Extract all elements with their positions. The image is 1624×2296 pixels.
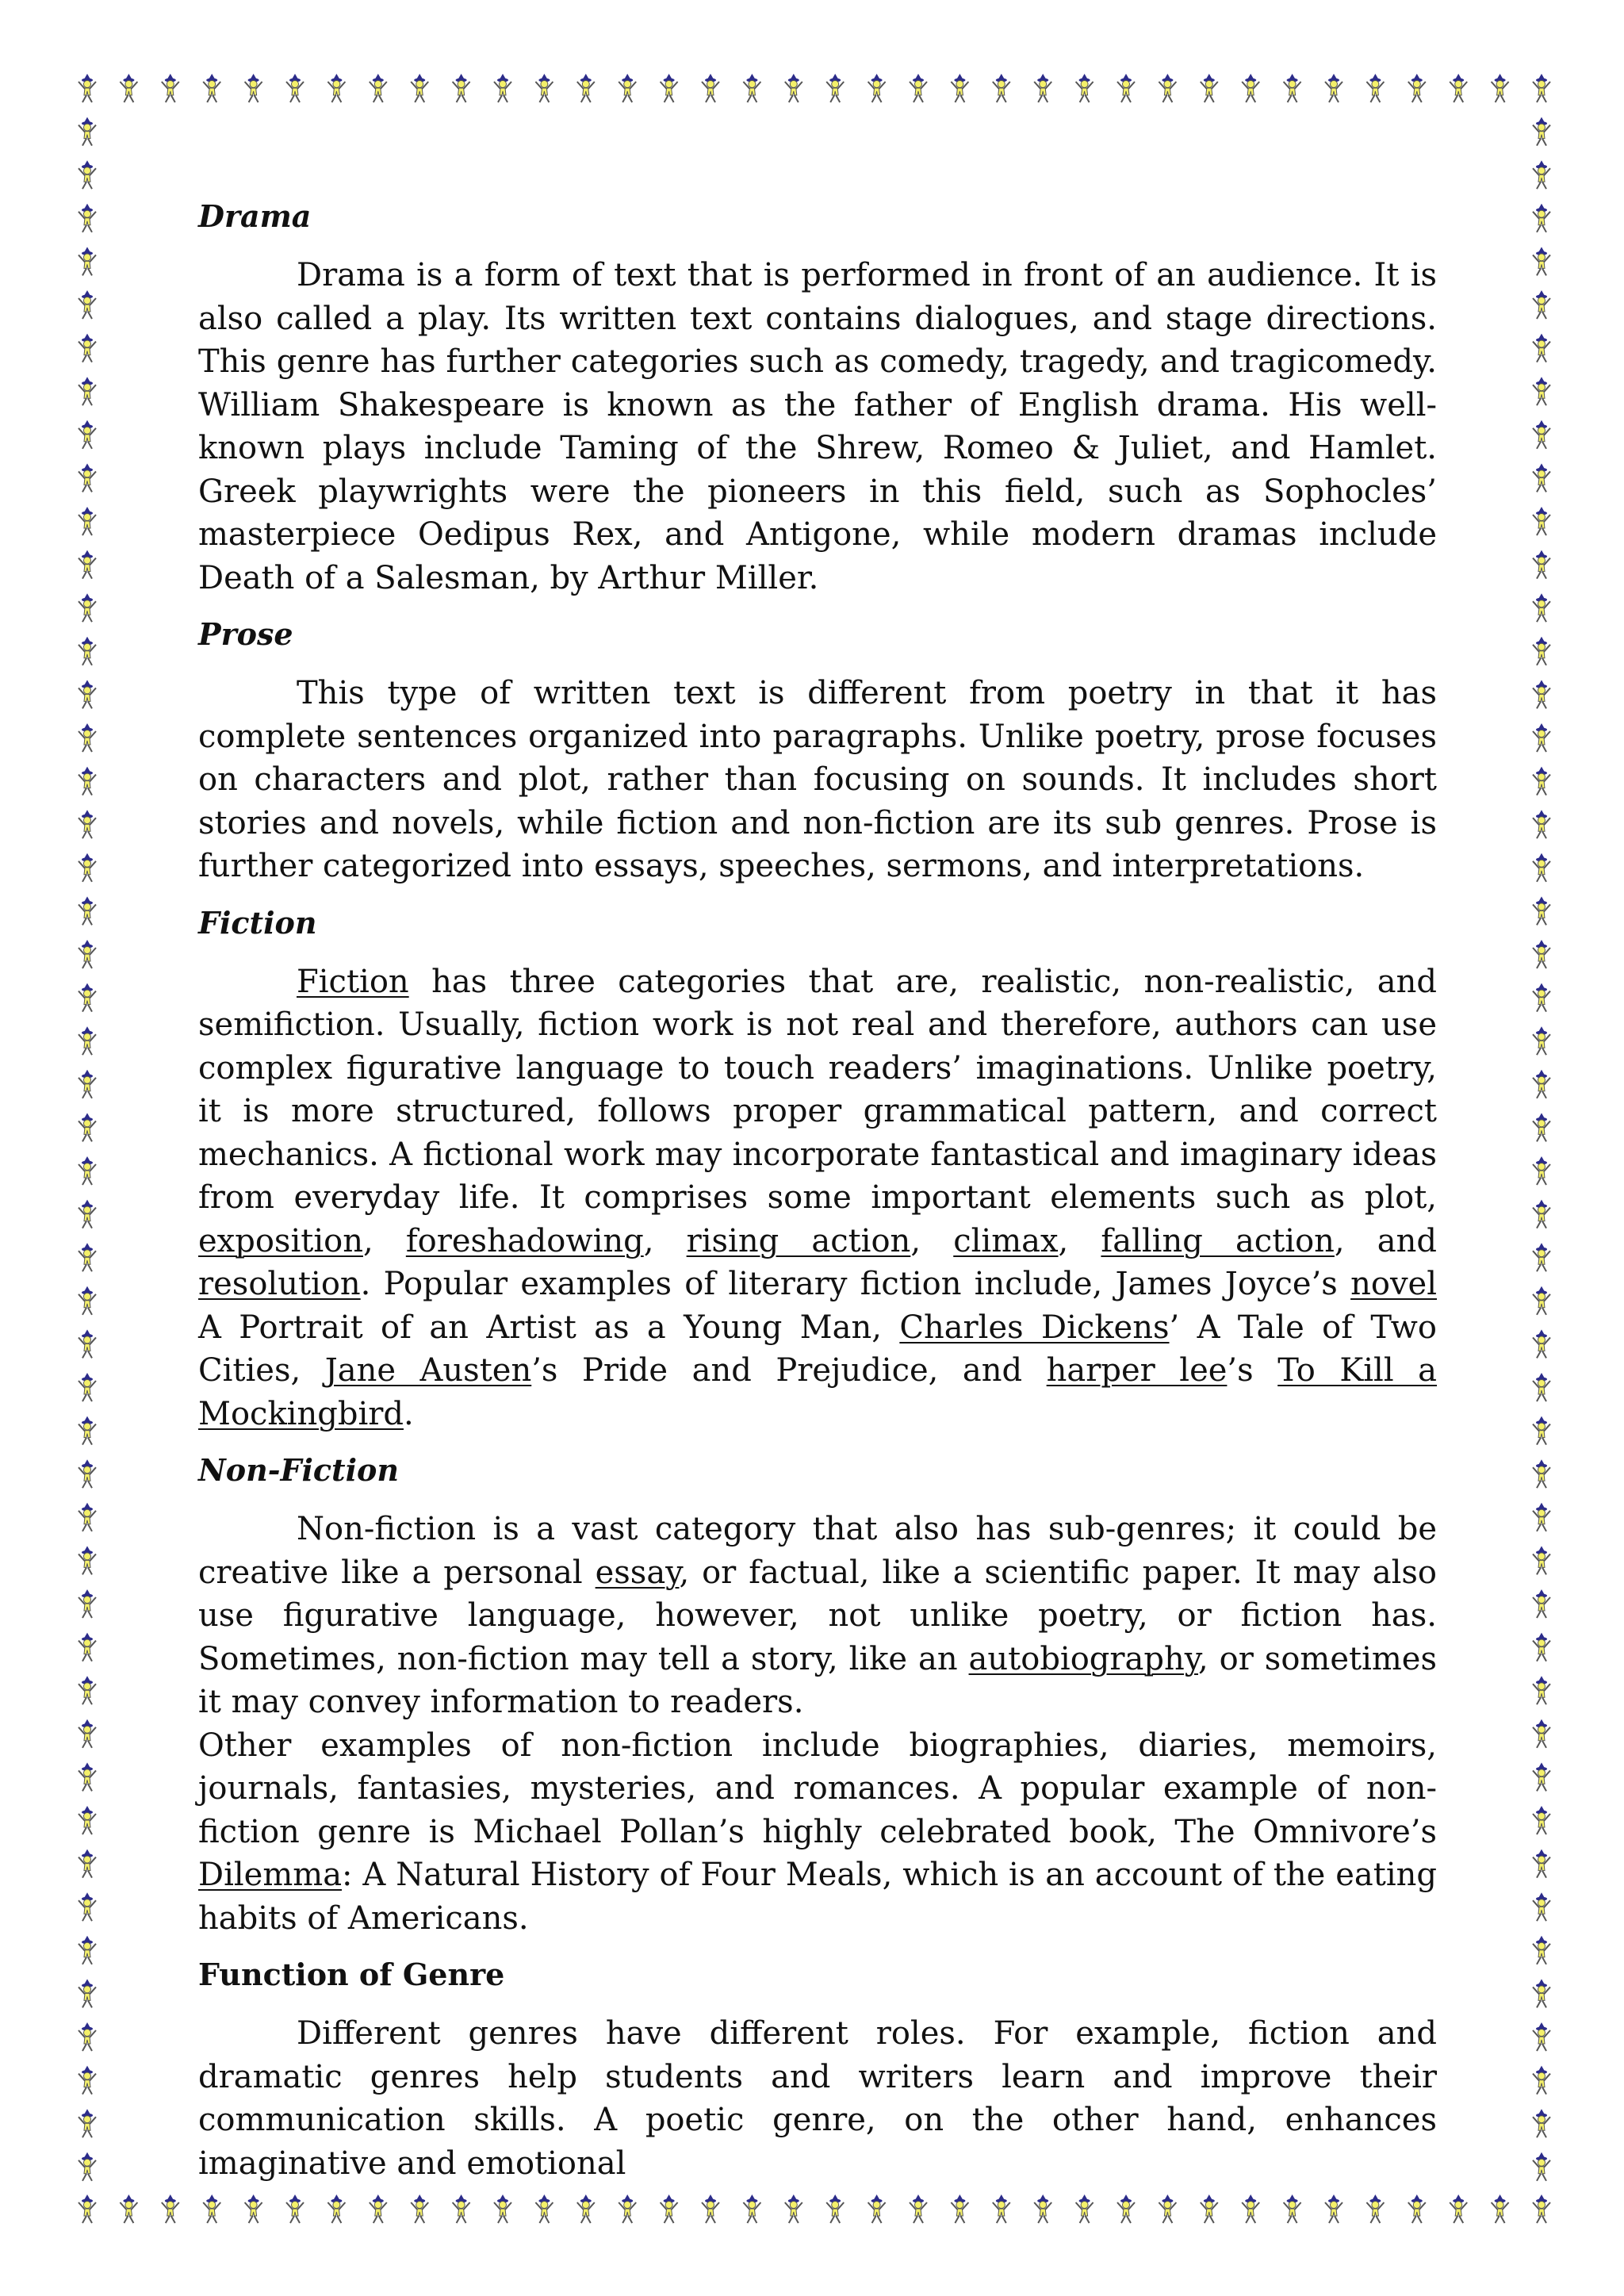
border-figure-icon [1492,74,1509,102]
border-figure-icon [1201,74,1218,102]
text-run: has three categories that are, realistic, non-realistic, and semifiction. Usually, fiction work is not real and therefore, authors can use complex figurative language to touch readers’ imaginations. Unlike poetry, it is more structured, follows proper grammatical pattern, and correct mechanics. A fictional work may incorporate fantastical and imaginary ideas from everyday life. It comprises some important elements such as plot, [198,963,1437,1216]
border-figure-icon [1533,2152,1550,2181]
border-figure-icon [245,2194,262,2223]
paragraph-non-fiction [198,1508,1437,1724]
link-essay[interactable]: essay [595,1554,680,1591]
border-figure-icon [79,1719,96,1748]
border-figure-icon [79,247,96,275]
border-figure-icon [79,334,96,362]
border-figure-icon [286,74,304,102]
border-figure-icon [868,74,886,102]
border-figure-icon [1533,1026,1550,1055]
border-figure-icon [619,2194,636,2223]
border-figure-icon [1533,1286,1550,1315]
text-run: ’s Pride and Prejudice, and [531,1352,1047,1389]
border-figure-icon [79,680,96,708]
border-figure-icon [79,1849,96,1878]
text-run: ’s [1227,1352,1278,1389]
link-novel[interactable]: novel [1350,1266,1437,1302]
text-run: . [403,1395,414,1432]
border-figure-icon [1533,1849,1550,1878]
border-figure-icon [577,74,595,102]
border-figure-icon [79,204,96,232]
border-figure-icon [1533,1979,1550,2007]
border-figure-icon [79,377,96,405]
border-figure-icon [79,1892,96,1921]
border-figure-icon [1533,334,1550,362]
border-figure-icon [1533,1200,1550,1228]
border-figure-icon [1533,1156,1550,1185]
border-figure-icon [1450,2194,1467,2223]
border-figure-icon [494,74,511,102]
border-figure-icon [79,2022,96,2051]
border-figure-icon [1533,1373,1550,1401]
border-figure-icon [79,853,96,882]
text-run: : A Natural History of Four Meals, which is an account of the eating habits of Americans. [198,1857,1437,1937]
border-figure-icon [1492,2194,1509,2223]
border-figure-icon [79,74,96,102]
border-figure-icon [79,1286,96,1315]
border-figure-icon [494,2194,511,2223]
border-figure-icon [785,74,802,102]
border-figure-icon [1533,204,1550,232]
border-figure-icon [79,637,96,665]
border-figure-icon [1533,463,1550,492]
border-figure-icon [1533,2109,1550,2137]
border-figure-icon [1034,2194,1051,2223]
border-figure-icon [327,2194,345,2223]
border-figure-icon [79,1243,96,1271]
link-resolution[interactable]: resolution [198,1266,361,1302]
border-figure-icon [535,74,553,102]
text-run: , [362,1222,406,1259]
border-figure-icon [1076,2194,1094,2223]
border-figure-icon [1533,160,1550,189]
border-figure-icon [1533,940,1550,968]
text-run: , [1058,1222,1101,1259]
link-dilemma[interactable]: Dilemma [198,1857,343,1893]
border-figure-icon [79,1113,96,1141]
text-run: , [643,1222,687,1259]
border-figure-icon [1533,637,1550,665]
border-figure-icon [245,74,262,102]
border-figure-icon [702,74,719,102]
border-figure-icon [79,940,96,968]
border-figure-icon [79,1329,96,1358]
link-fiction[interactable]: Fiction [297,963,409,1000]
border-figure-icon [1533,2022,1550,2051]
border-figure-icon [826,74,844,102]
border-figure-icon [1533,1633,1550,1662]
border-figure-icon [79,1156,96,1185]
border-figure-icon [79,810,96,838]
border-figure-icon [535,2194,553,2223]
border-figure-icon [411,2194,428,2223]
border-figure-icon [79,2066,96,2095]
border-figure-icon [702,2194,719,2223]
border-figure-icon [785,2194,802,2223]
border-figure-icon [162,74,179,102]
border-figure-icon [1533,247,1550,275]
border-figure-icon [79,1633,96,1662]
border-figure-icon [79,1546,96,1574]
heading-drama: Drama [198,198,312,234]
border-figure-icon [79,507,96,535]
border-figure-icon [79,1979,96,2007]
border-figure-icon [1242,74,1259,102]
heading-non-fiction: Non-Fiction [198,1452,399,1488]
border-figure-icon [1533,1762,1550,1791]
border-figure-icon [1533,1113,1550,1141]
border-figure-icon [1533,1459,1550,1488]
paragraph-prose: This type of written text is different from poetry in that it has complete sentences organized into paragraphs. Unlike poetry, prose focuses on characters and plot, rather than focusing on sounds. It includes short stories and novels, while fiction and non-fiction are its sub genres. Prose is further categorized into essays, speeches, sermons, and interpretations. [198,675,1437,884]
border-figure-icon [826,2194,844,2223]
border-figure-icon [1533,723,1550,752]
border-figure-icon [1533,74,1550,102]
border-figure-icon [1533,1806,1550,1834]
border-figure-icon [1533,377,1550,405]
paragraph-drama: Drama is a form of text that is performed in front of an audience. It is also called a play. Its written text contains dialogues, and stage directions. This genre has further categories such as comedy, tragedy, and tragicomedy. William Shakespeare is known as the father of English drama. His well-known plays include Taming of the Shrew, Romeo & Juliet, and Hamlet. Greek playwrights were the pioneers in this field, such as Sophocles’ masterpiece Oedipus Rex, and Antigone, while modern dramas include Death of a Salesman, by Arthur Miller. [198,257,1437,596]
border-figure-icon [79,1589,96,1618]
border-figure-icon [951,74,968,102]
border-figure-icon [79,593,96,622]
border-figure-icon [79,463,96,492]
link-falling-action[interactable]: falling action [1101,1222,1335,1259]
border-figure-icon [79,2109,96,2137]
border-figure-icon [1325,2194,1342,2223]
border-figure-icon [79,1373,96,1401]
document-body [198,176,1437,2185]
paragraph-function-of-genre: Different genres have different roles. For example, fiction and dramatic genres help students and writers learn and improve their communication skills. A poetic genre, on the other hand, enhances imaginative and emotional [198,2015,1437,2182]
border-figure-icon [1325,74,1342,102]
border-figure-icon [453,2194,470,2223]
border-figure-icon [661,2194,678,2223]
border-figure-icon [203,2194,220,2223]
border-figure-icon [1533,1243,1550,1271]
border-figure-icon [1408,74,1426,102]
border-figure-icon [1533,550,1550,579]
border-figure-icon [1533,1589,1550,1618]
border-figure-icon [203,74,220,102]
border-figure-icon [993,74,1010,102]
border-figure-icon [1533,853,1550,882]
border-figure-icon [79,723,96,752]
border-figure-icon [661,74,678,102]
text-run: Non-fiction is a vast category that also has sub-genres; it could be creative like a personal [198,1511,1437,1591]
text-run: . Popular examples of literary fiction include, James Joyce’s [360,1266,1351,1302]
link-climax[interactable]: climax [953,1222,1059,1259]
border-figure-icon [1533,1892,1550,1921]
heading-fiction: Fiction [198,904,317,941]
border-figure-icon [453,74,470,102]
text-run: , or factual, like a scientific paper. It may also use figurative language, however, not unlike poetry, or fiction has. Sometimes, non-fiction may tell a story, like an [198,1554,1438,1677]
link-harper-lee[interactable]: harper lee [1046,1352,1228,1389]
border-figure-icon [79,1416,96,1445]
border-figure-icon [120,2194,137,2223]
border-figure-icon [1533,1676,1550,1704]
border-figure-icon [1533,896,1550,925]
border-figure-icon [868,2194,886,2223]
border-figure-icon [1408,2194,1426,2223]
border-figure-icon [79,2194,96,2223]
border-figure-icon [286,2194,304,2223]
border-figure-icon [1117,2194,1135,2223]
border-figure-icon [1284,74,1301,102]
border-figure-icon [1533,290,1550,319]
border-figure-icon [1076,74,1094,102]
border-figure-icon [79,1936,96,1964]
border-figure-icon [327,74,345,102]
border-figure-icon [79,160,96,189]
link-exposition[interactable]: exposition [198,1222,363,1259]
link-foreshadowing[interactable]: foreshadowing [405,1222,644,1259]
border-figure-icon [1034,74,1051,102]
border-figure-icon [1533,1329,1550,1358]
border-figure-icon [619,74,636,102]
border-figure-icon [1533,420,1550,449]
border-figure-icon [370,74,387,102]
border-figure-icon [1117,74,1135,102]
border-figure-icon [1533,1936,1550,1964]
border-figure-icon [910,2194,927,2223]
border-figure-icon [1533,2194,1550,2223]
border-figure-icon [79,550,96,579]
border-figure-icon [79,2152,96,2181]
border-figure-icon [910,74,927,102]
border-figure-icon [993,2194,1010,2223]
paragraph-non-fiction-examples [198,1724,1437,1941]
border-figure-icon [79,1026,96,1055]
border-figure-icon [79,1070,96,1098]
border-figure-icon [162,2194,179,2223]
paragraph-fiction [198,960,1437,1436]
text-run: , [910,1222,954,1259]
border-figure-icon [1159,74,1176,102]
border-figure-icon [1533,810,1550,838]
border-figure-icon [1533,593,1550,622]
border-figure-icon [1284,2194,1301,2223]
heading-prose: Prose [198,616,293,652]
link-jane-austen[interactable]: Jane Austen [324,1352,532,1389]
text-run: ’ A Tale of Two Cities, [198,1309,1438,1389]
border-figure-icon [1533,1546,1550,1574]
link-autobiography[interactable]: autobiography [968,1640,1199,1677]
heading-function-of-genre: Function of Genre [198,1957,505,1992]
link-charles-dickens[interactable]: Charles Dickens [899,1309,1170,1346]
border-figure-icon [951,2194,968,2223]
border-figure-icon [743,74,760,102]
border-figure-icon [79,1459,96,1488]
border-figure-icon [79,420,96,449]
border-figure-icon [1533,507,1550,535]
border-figure-icon [1366,74,1384,102]
link-to-kill-a[interactable]: To Kill a [1277,1352,1437,1389]
border-figure-icon [79,1806,96,1834]
text-run: , or sometimes it may convey information to readers. [198,1640,1437,1720]
border-figure-icon [79,767,96,795]
link-mockingbird[interactable]: Mockingbird [198,1395,404,1432]
border-figure-icon [120,74,137,102]
border-figure-icon [79,117,96,146]
border-figure-icon [1533,1719,1550,1748]
border-figure-icon [1242,2194,1259,2223]
border-figure-icon [1533,680,1550,708]
border-figure-icon [79,983,96,1012]
border-figure-icon [79,1762,96,1791]
border-figure-icon [1533,767,1550,795]
border-figure-icon [79,1503,96,1531]
border-figure-icon [79,896,96,925]
border-figure-icon [1533,983,1550,1012]
border-figure-icon [1533,1503,1550,1531]
border-figure-icon [1201,2194,1218,2223]
text-run: , and [1334,1222,1438,1259]
link-rising-action[interactable]: rising action [686,1222,911,1259]
border-figure-icon [1533,1070,1550,1098]
border-figure-icon [1366,2194,1384,2223]
border-figure-icon [1533,117,1550,146]
border-figure-icon [577,2194,595,2223]
text-run: A Portrait of an Artist as a Young Man, [198,1309,900,1346]
border-figure-icon [370,2194,387,2223]
border-figure-icon [743,2194,760,2223]
border-figure-icon [1533,1416,1550,1445]
border-figure-icon [79,1676,96,1704]
border-figure-icon [1533,2066,1550,2095]
border-figure-icon [79,290,96,319]
border-figure-icon [1450,74,1467,102]
text-run: Other examples of non-fiction include biographies, diaries, memoirs, journals, fantasies, mysteries, and romances. A popular example of non-fiction genre is Michael Pollan’s highly celebrated book, The Omnivore’s [198,1727,1437,1850]
border-figure-icon [1159,2194,1176,2223]
border-figure-icon [411,74,428,102]
border-figure-icon [79,1200,96,1228]
